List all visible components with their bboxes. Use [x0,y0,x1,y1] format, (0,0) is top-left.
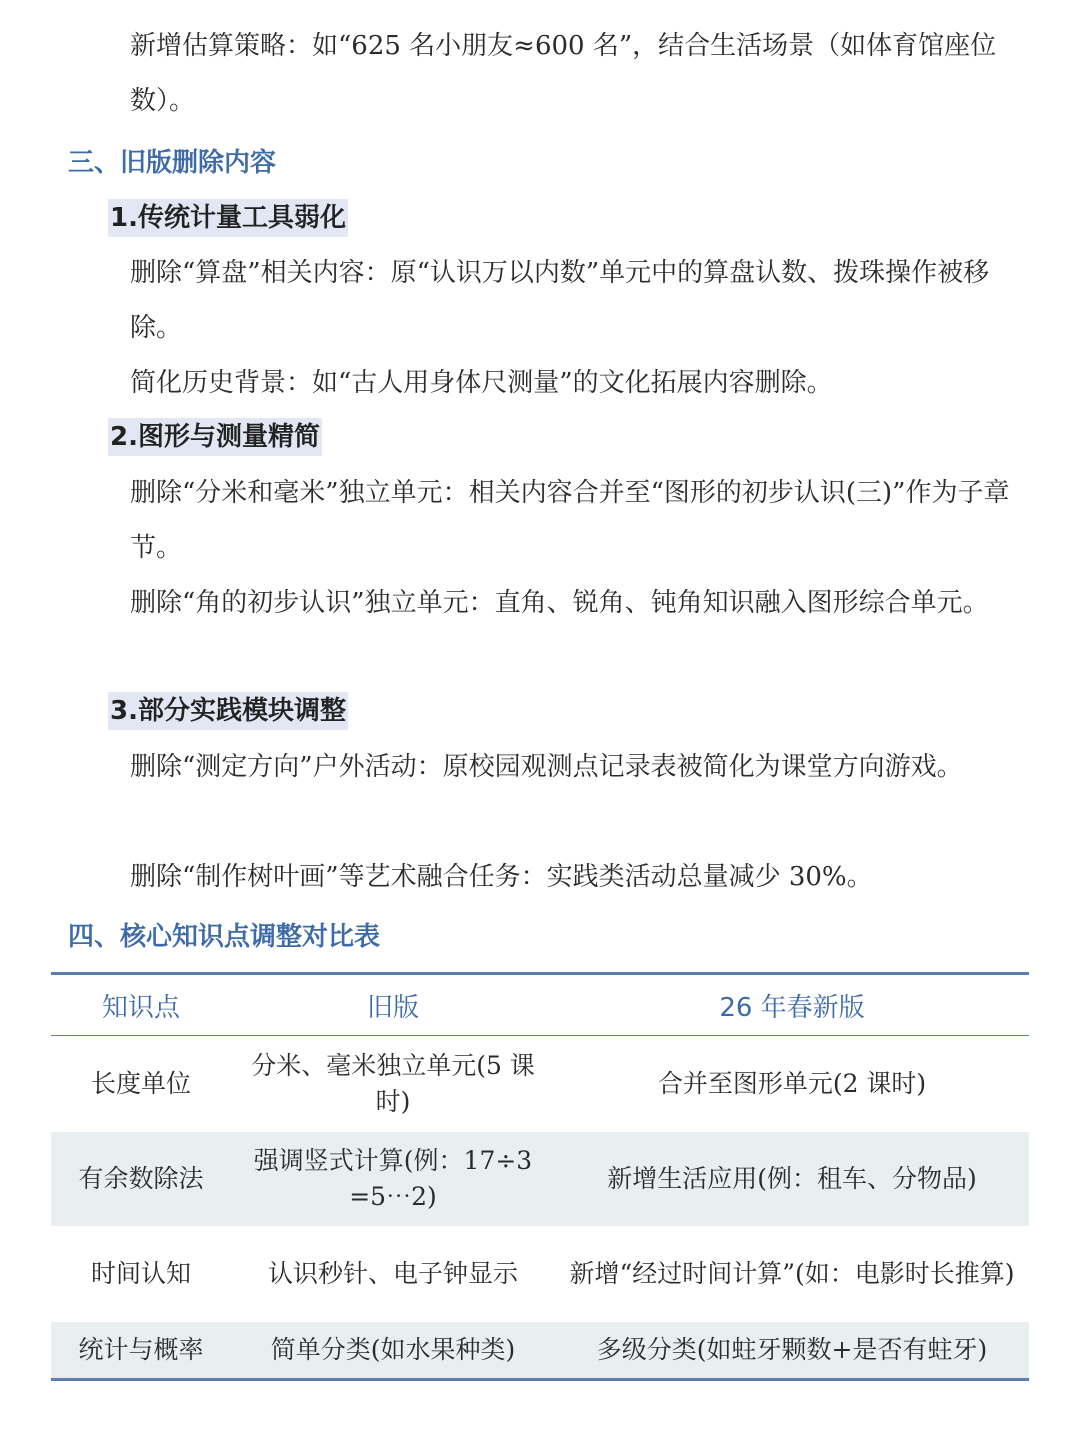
table-cell: 新增生活应用(例：租车、分物品) [555,1132,1029,1226]
section-heading-comparison-table: 四、核心知识点调整对比表 [68,922,381,952]
comparison-table [51,972,1029,1381]
table-row [51,1036,1029,1132]
table-cell: 认识秒针、电子钟显示 [267,1258,518,1288]
paragraph-leaf-painting: 删除“制作树叶画”等艺术融合任务：实践类活动总量减少 30%。 [130,862,873,892]
table-cell: 新增“经过时间计算”(如：电影时长推算) [569,1258,1015,1288]
column-header-knowledge-point: 知识点 [101,992,180,1023]
table-cell: 强调竖式计算(例：17÷3 =5⋯2) [231,1132,555,1226]
table-cell: 时间认知 [90,1258,191,1288]
table-cell: 简单分类(如水果种类) [231,1322,555,1380]
subsection-heading-practice: 3.部分实践模块调整 [108,692,348,730]
paragraph-abacus-removal: 删除“算盘”相关内容：原“认识万以内数”单元中的算盘认数、拨珠操作被移除。 [130,258,990,343]
table-cell: 多级分类(如蛀牙颗数+是否有蛀牙) [555,1322,1029,1380]
paragraph-estimation-strategy: 新增估算策略：如“625 名小朋友≈600 名”，结合生活场景（如体育馆座位数）。 [130,31,997,116]
paragraph-history-simplified: 简化历史背景：如“古人用身体尺测量”的文化拓展内容删除。 [130,368,833,398]
subsection-heading-geometry: 2.图形与测量精简 [108,418,322,456]
section-heading-removed-content: 三、旧版删除内容 [68,148,277,178]
table-cell: 统计与概率 [51,1322,231,1380]
table-cell: 合并至图形单元(2 课时) [657,1068,927,1098]
column-header-new-edition: 26 年春新版 [719,992,865,1023]
paragraph-angle-unit-removal: 删除“角的初步认识”独立单元：直角、锐角、钝角知识融入图形综合单元。 [130,588,989,618]
table-row [51,1322,1029,1380]
paragraph-direction-activity: 删除“测定方向”户外活动：原校园观测点记录表被简化为课堂方向游戏。 [130,752,963,782]
table-header-row [51,974,1029,1036]
table-cell: 长度单位 [90,1068,191,1098]
table-row [51,1226,1029,1322]
paragraph-decimeter-unit-removal: 删除“分米和毫米”独立单元：相关内容合并至“图形的初步认识(三)”作为子章节。 [130,478,1010,563]
table-cell: 分米、毫米独立单元(5 课时) [251,1050,535,1116]
subsection-heading-measurement-tools: 1.传统计量工具弱化 [108,199,348,237]
column-header-old-edition: 旧版 [366,992,419,1023]
table-row [51,1132,1029,1226]
table-cell: 有余数除法 [51,1132,231,1226]
